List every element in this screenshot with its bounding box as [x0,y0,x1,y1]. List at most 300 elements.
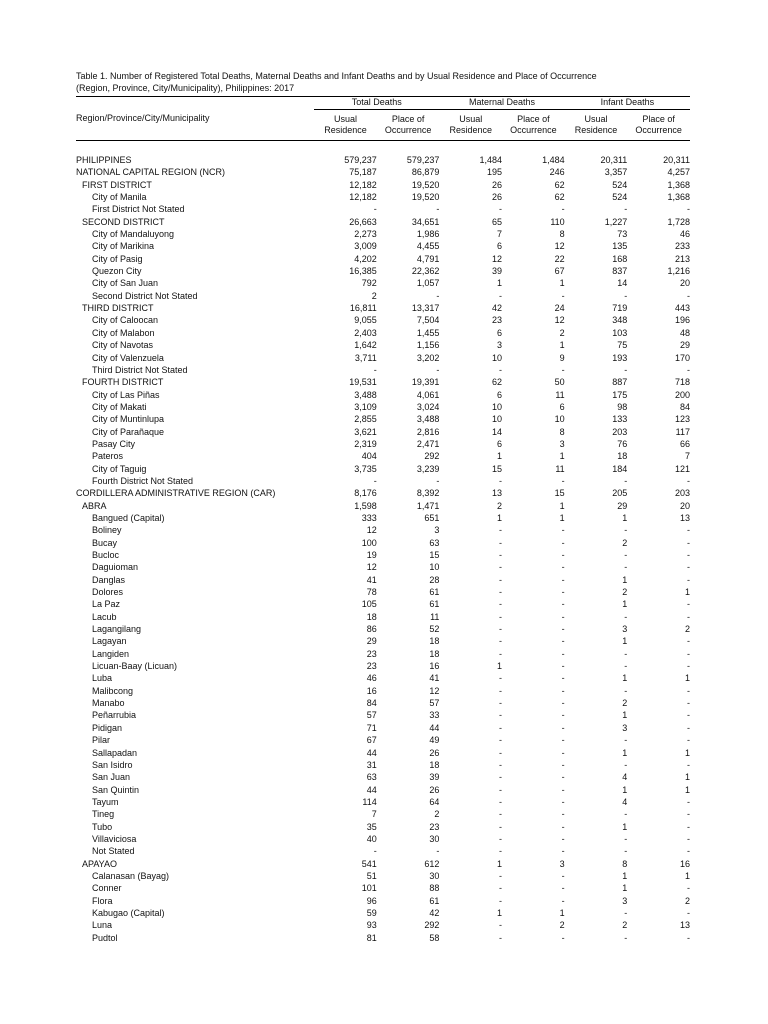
infant-place-of-occurrence-cell: 123 [674,414,690,425]
infant-place-of-occurrence-cell: 200 [674,389,690,400]
infant-usual-residence-cell: - [624,611,628,622]
total-place-of-occurrence-cell: 10 [429,562,440,573]
area-name-cell: Tubo [92,821,113,832]
total-usual-residence-cell: 18 [366,611,377,622]
area-name-cell: San Quintin [92,784,140,795]
table-row [76,660,690,672]
infant-usual-residence-cell: 4 [622,796,628,807]
infant-usual-residence-cell: 3 [622,895,628,906]
maternal-place-of-occurrence-cell: - [561,525,565,536]
table-row [76,438,690,450]
area-name-cell: Danglas [92,574,126,585]
maternal-usual-residence-cell: 10 [492,401,503,412]
total-place-of-occurrence-cell: 1,471 [416,500,440,511]
table-title-line-1: Table 1. Number of Registered Total Deaths, Maternal Deaths and Infant Deaths and by Usual Residence and Place of Occurrence [76,71,597,81]
table-row [76,784,690,796]
infant-usual-residence-cell: 184 [612,463,628,474]
total-usual-residence-cell: 541 [361,858,377,869]
maternal-place-of-occurrence-cell: - [561,846,565,857]
maternal-usual-residence-cell: 6 [497,389,503,400]
total-usual-residence-cell: 78 [366,587,377,598]
total-place-of-occurrence-cell: 63 [429,537,440,548]
infant-usual-residence-cell: - [624,932,628,943]
infant-usual-residence-cell: 8 [622,858,628,869]
table-row [76,512,690,524]
infant-usual-residence-cell: - [624,907,628,918]
maternal-usual-residence-cell: - [499,772,503,783]
maternal-place-of-occurrence-cell: 1 [559,500,565,511]
table-row [76,500,690,512]
infant-usual-residence-cell: - [624,685,628,696]
area-name-cell: First District Not Stated [92,204,185,215]
maternal-usual-residence-cell: 39 [492,266,503,277]
total-place-of-occurrence-cell: 15 [429,550,440,560]
table-row [76,672,690,684]
area-name-cell: Bucay [92,537,118,548]
infant-place-of-occurrence-cell: 1 [684,870,690,881]
total-usual-residence-cell: 12,182 [349,179,377,190]
maternal-usual-residence-cell: 1,484 [479,155,503,165]
infant-usual-residence-cell: 837 [612,266,628,277]
infant-usual-residence-cell: 719 [612,303,628,314]
total-usual-residence-cell: 93 [366,920,377,931]
infant-place-of-occurrence-cell: - [687,833,690,844]
infant-usual-residence-cell: - [624,290,628,301]
infant-place-of-occurrence-cell: - [687,648,690,659]
total-usual-residence-cell: 4,202 [354,253,377,264]
maternal-place-of-occurrence-cell: - [561,624,565,635]
maternal-place-of-occurrence-cell: - [561,796,565,807]
maternal-place-of-occurrence-cell: - [561,587,565,598]
maternal-usual-residence-cell: 1 [497,512,503,523]
maternal-place-of-occurrence-cell: 1 [559,451,565,462]
infant-place-of-occurrence-cell: 29 [679,340,690,351]
maternal-place-of-occurrence-cell: 10 [554,414,565,425]
table-row [76,709,690,721]
total-usual-residence-cell: 7 [371,809,377,820]
infant-usual-residence-cell: 2 [622,920,628,931]
infant-place-of-occurrence-cell: - [687,475,690,486]
infant-place-of-occurrence-cell: 13 [679,512,690,523]
total-place-of-occurrence-cell: - [436,290,440,301]
total-usual-residence-cell: 105 [361,599,377,610]
maternal-usual-residence-cell: - [499,747,503,758]
total-place-of-occurrence-header: Place of Occurrence [384,114,432,135]
infant-usual-residence-cell: - [624,550,628,560]
total-place-of-occurrence-cell: 44 [429,722,440,733]
infant-usual-residence-cell: - [624,204,628,215]
table-row [76,858,690,870]
maternal-place-of-occurrence-cell: 2 [559,920,565,931]
table-row [76,191,690,203]
maternal-usual-residence-cell: - [499,685,503,696]
infant-place-of-occurrence-cell: 20 [679,500,690,511]
infant-usual-residence-cell: 133 [612,414,628,425]
infant-place-of-occurrence-cell: - [687,698,690,709]
area-name-cell: City of Navotas [92,340,154,351]
area-name-cell: Bangued (Capital) [92,512,165,523]
table-row [76,463,690,475]
infant-usual-residence-header: Usual Residence [574,114,618,135]
maternal-usual-residence-cell: 14 [492,426,503,437]
maternal-place-of-occurrence-cell: - [561,698,565,709]
maternal-usual-residence-cell: - [499,920,503,931]
table-row [76,895,690,907]
infant-usual-residence-cell: 1 [622,870,628,881]
maternal-usual-residence-cell: - [499,562,503,573]
infant-place-of-occurrence-cell: 7 [684,451,690,462]
header-spacer-row [76,140,690,154]
maternal-place-of-occurrence-cell: - [561,475,565,486]
area-name-cell: NATIONAL CAPITAL REGION (NCR) [76,167,226,178]
infant-place-of-occurrence-cell: - [687,290,690,301]
header-rule [76,140,690,141]
infant-usual-residence-cell: 175 [612,389,628,400]
infant-place-of-occurrence-cell: 1 [684,772,690,783]
total-place-of-occurrence-cell: 3,024 [416,401,440,412]
total-usual-residence-cell: 71 [366,722,377,733]
table-row [76,722,690,734]
total-place-of-occurrence-cell: 1,986 [416,229,440,240]
table-row [76,450,690,462]
total-place-of-occurrence-cell: 39 [429,772,440,783]
table-row [76,253,690,265]
infant-usual-residence-cell: - [624,809,628,820]
total-usual-residence-cell: 2,403 [354,327,377,338]
total-place-of-occurrence-cell: 18 [429,759,440,770]
maternal-usual-residence-cell: - [499,587,503,598]
maternal-usual-residence-cell: - [499,821,503,832]
total-usual-residence-cell: 3,621 [354,426,377,437]
infant-place-of-occurrence-cell: - [687,574,690,585]
infant-place-of-occurrence-cell: - [687,907,690,918]
table-row [76,734,690,746]
total-usual-residence-cell: 96 [366,895,377,906]
table-row [76,179,690,191]
table-row [76,833,690,845]
table-row [76,216,690,228]
maternal-usual-residence-cell: - [499,624,503,635]
area-name-cell: City of Makati [92,401,147,412]
total-usual-residence-cell: - [373,846,377,857]
maternal-usual-residence-cell: - [499,290,503,301]
infant-place-of-occurrence-cell: - [687,661,690,672]
total-usual-residence-cell: 23 [366,661,377,672]
maternal-place-of-occurrence-cell: 1 [559,278,565,289]
area-name-cell: Second District Not Stated [92,290,198,301]
total-place-of-occurrence-cell: 4,791 [416,253,440,264]
area-name-cell: Sallapadan [92,747,138,758]
total-place-of-occurrence-cell: 33 [429,710,440,721]
maternal-place-of-occurrence-cell: 1 [559,512,565,523]
total-usual-residence-cell: 16,385 [349,266,377,277]
table-row [76,611,690,623]
infant-usual-residence-cell: - [624,661,628,672]
area-name-cell: Tineg [92,809,115,820]
maternal-place-of-occurrence-cell: 11 [555,463,565,474]
maternal-usual-residence-cell: - [499,784,503,795]
maternal-usual-residence-cell: - [499,809,503,820]
infant-place-of-occurrence-cell: - [687,821,690,832]
infant-usual-residence-cell: 2 [622,698,628,709]
area-name-cell: City of Mandaluyong [92,229,175,240]
maternal-usual-residence-cell: - [499,895,503,906]
maternal-place-of-occurrence-cell: 1 [559,907,565,918]
maternal-place-of-occurrence-cell: - [561,537,565,548]
table-row [76,697,690,709]
table-body [76,140,690,944]
maternal-place-of-occurrence-cell: 110 [550,216,565,227]
table-row [76,586,690,598]
maternal-usual-residence-cell: 23 [492,315,503,326]
maternal-place-of-occurrence-cell: - [561,710,565,721]
total-usual-residence-header: Usual Residence [324,114,367,135]
maternal-usual-residence-cell: - [499,364,503,375]
infant-usual-residence-cell: 73 [617,229,628,240]
area-name-cell: Manabo [92,698,125,709]
maternal-place-of-occurrence-cell: - [561,809,565,820]
maternal-usual-residence-cell: 10 [492,414,503,425]
table-row [76,796,690,808]
infant-usual-residence-cell: - [624,364,628,375]
total-usual-residence-cell: 67 [366,735,377,746]
total-place-of-occurrence-cell: 11 [430,611,440,622]
maternal-place-of-occurrence-cell: - [561,747,565,758]
maternal-place-of-occurrence-cell: 1 [559,340,565,351]
total-place-of-occurrence-cell: 26 [429,784,440,795]
infant-usual-residence-cell: 14 [617,278,628,289]
maternal-usual-residence-cell: - [499,883,503,894]
maternal-place-of-occurrence-cell: - [561,883,565,894]
total-usual-residence-cell: 101 [361,883,377,894]
total-usual-residence-cell: 3,735 [354,463,377,474]
maternal-place-of-occurrence-cell: - [561,735,565,746]
total-place-of-occurrence-cell: 30 [429,870,440,881]
area-name-cell: City of Las Piñas [92,389,160,400]
infant-place-of-occurrence-cell: 20 [679,278,690,289]
infant-place-of-occurrence-cell: - [687,364,690,375]
area-name-cell: FOURTH DISTRICT [82,377,164,388]
total-usual-residence-cell: 57 [366,710,377,721]
total-place-of-occurrence-cell: 12 [429,685,440,696]
maternal-place-of-occurrence-cell: - [561,290,565,301]
maternal-usual-residence-cell: - [499,759,503,770]
table-row [76,882,690,894]
infant-place-of-occurrence-header: Place of Occurrence [635,114,682,135]
infant-place-of-occurrence-cell: - [687,710,690,721]
area-name-cell: City of San Juan [92,278,159,289]
maternal-usual-residence-cell: - [499,611,503,622]
area-name-cell: CORDILLERA ADMINISTRATIVE REGION (CAR) [76,488,276,499]
maternal-place-of-occurrence-cell: - [561,772,565,783]
total-place-of-occurrence-cell: 292 [424,451,440,462]
total-place-of-occurrence-cell: 34,651 [411,216,440,227]
total-place-of-occurrence-cell: 1,057 [416,278,440,289]
maternal-place-of-occurrence-cell: - [561,784,565,795]
infant-usual-residence-cell: 3 [622,624,628,635]
maternal-usual-residence-cell: 6 [497,438,503,449]
total-usual-residence-cell: 40 [366,833,377,844]
maternal-deaths-header: Maternal Deaths [439,96,564,110]
total-place-of-occurrence-cell: 18 [429,648,440,659]
maternal-usual-residence-cell: - [499,673,503,684]
maternal-usual-residence-cell: 26 [492,179,503,190]
total-usual-residence-cell: 12,182 [349,192,377,203]
total-place-of-occurrence-cell: 4,061 [416,389,440,400]
table-row [76,919,690,931]
infant-usual-residence-cell: 76 [617,438,628,449]
infant-usual-residence-cell: - [624,562,628,573]
total-usual-residence-cell: 19,531 [349,377,377,388]
total-place-of-occurrence-cell: 13,317 [411,303,440,314]
table-row [76,401,690,413]
infant-place-of-occurrence-cell: 2 [684,895,690,906]
infant-place-of-occurrence-cell: 84 [679,401,690,412]
infant-usual-residence-cell: 203 [612,426,628,437]
total-place-of-occurrence-cell: 57 [429,698,440,709]
maternal-usual-residence-cell: - [499,537,503,548]
maternal-place-of-occurrence-cell: - [561,599,565,610]
total-usual-residence-cell: 16 [366,685,377,696]
maternal-place-of-occurrence-cell: - [561,550,565,560]
infant-usual-residence-cell: 1 [622,710,628,721]
infant-place-of-occurrence-cell: - [687,537,690,548]
maternal-place-of-occurrence-cell: - [561,722,565,733]
table-row [76,808,690,820]
maternal-usual-residence-cell: 1 [497,907,503,918]
table-row [76,364,690,376]
infant-place-of-occurrence-cell: 1,216 [667,266,690,277]
table-row [76,598,690,610]
area-name-cell: Dolores [92,587,124,598]
table-row [76,635,690,647]
total-usual-residence-cell: 23 [366,648,377,659]
infant-usual-residence-cell: 1 [622,574,628,585]
table-row [76,549,690,561]
infant-usual-residence-cell: 348 [612,315,628,326]
table-row [76,821,690,833]
area-name-cell: Kabugao (Capital) [92,907,165,918]
infant-usual-residence-cell: 1 [622,821,628,832]
total-usual-residence-cell: 35 [366,821,377,832]
infant-place-of-occurrence-cell: 4,257 [667,167,690,178]
infant-place-of-occurrence-cell: 1,368 [667,192,690,203]
infant-place-of-occurrence-cell: 203 [674,488,690,499]
table-row [76,277,690,289]
area-name-cell: Quezon City [92,266,142,277]
infant-place-of-occurrence-cell: 20,311 [663,155,690,165]
area-name-cell: Langiden [92,648,130,659]
table-row [76,339,690,351]
maternal-place-of-occurrence-cell: - [561,932,565,943]
total-place-of-occurrence-cell: - [436,846,440,857]
total-place-of-occurrence-cell: 3 [434,525,440,536]
total-usual-residence-cell: 579,237 [344,155,377,165]
table-row [76,154,690,166]
area-name-cell: San Isidro [92,759,133,770]
total-place-of-occurrence-cell: 61 [429,587,440,598]
infant-place-of-occurrence-cell: 1 [684,747,690,758]
maternal-usual-residence-cell: 12 [492,253,503,264]
total-place-of-occurrence-cell: 86,879 [411,167,440,178]
area-name-cell: Conner [92,883,122,894]
total-usual-residence-cell: 81 [366,932,377,943]
infant-usual-residence-cell: 1 [622,599,628,610]
area-name-cell: City of Valenzuela [92,352,164,363]
infant-place-of-occurrence-cell: - [687,204,690,215]
infant-place-of-occurrence-cell: - [687,883,690,894]
area-name-cell: City of Parañaque [92,426,165,437]
table-row [76,685,690,697]
infant-usual-residence-cell: 1 [622,636,628,647]
maternal-usual-residence-cell: 10 [492,352,503,363]
total-usual-residence-cell: 1,598 [354,500,377,511]
maternal-place-of-occurrence-cell: 2 [559,327,565,338]
maternal-usual-residence-cell: 6 [497,327,503,338]
infant-place-of-occurrence-cell: 233 [674,241,690,252]
infant-place-of-occurrence-cell: 170 [674,352,690,363]
area-name-cell: FIRST DISTRICT [82,179,152,190]
maternal-place-of-occurrence-cell: - [561,611,565,622]
infant-usual-residence-cell: 98 [617,401,628,412]
table-row [76,352,690,364]
infant-place-of-occurrence-cell: 196 [674,315,690,326]
maternal-place-of-occurrence-cell: - [561,574,565,585]
total-place-of-occurrence-cell: 8,392 [416,488,440,499]
maternal-usual-residence-cell: 2 [497,500,503,511]
maternal-usual-residence-cell: - [499,735,503,746]
total-usual-residence-cell: 333 [361,512,377,523]
area-name-cell: San Juan [92,772,131,783]
infant-usual-residence-cell: 1 [622,883,628,894]
table-title-line-2: (Region, Province, City/Municipality), Philippines: 2017 [76,83,295,93]
maternal-place-of-occurrence-cell: 11 [555,389,565,400]
total-usual-residence-cell: 2,319 [354,438,377,449]
total-place-of-occurrence-cell: 292 [424,920,440,931]
area-name-cell: THIRD DISTRICT [82,303,154,314]
maternal-usual-residence-cell: 1 [497,858,503,869]
infant-usual-residence-cell: 2 [622,537,628,548]
infant-place-of-occurrence-cell: 48 [679,327,690,338]
infant-place-of-occurrence-cell: - [687,809,690,820]
infant-usual-residence-cell: 1 [622,784,628,795]
total-place-of-occurrence-cell: 2,816 [416,426,440,437]
total-usual-residence-cell: 46 [366,673,377,684]
total-place-of-occurrence-cell: 4,455 [416,241,440,252]
area-name-cell: Luna [92,920,113,931]
maternal-place-of-occurrence-cell: - [561,833,565,844]
maternal-usual-residence-cell: 1 [497,278,503,289]
table-row [76,759,690,771]
maternal-place-of-occurrence-cell: 12 [554,241,565,252]
infant-usual-residence-cell: 1 [622,747,628,758]
table-row [76,228,690,240]
table-row [76,870,690,882]
total-usual-residence-cell: 44 [366,784,377,795]
maternal-usual-residence-cell: 42 [492,303,503,314]
area-name-cell: Not Stated [92,846,135,857]
table-title [76,70,696,94]
maternal-usual-residence-cell: - [499,710,503,721]
maternal-usual-residence-cell: - [499,475,503,486]
infant-place-of-occurrence-cell: 1 [684,587,690,598]
total-place-of-occurrence-cell: 19,520 [411,179,440,190]
table-row [76,240,690,252]
infant-usual-residence-cell: - [624,833,628,844]
area-name-cell: SECOND DISTRICT [82,216,165,227]
infant-usual-residence-cell: 4 [622,772,628,783]
maternal-place-of-occurrence-cell: - [561,661,565,672]
